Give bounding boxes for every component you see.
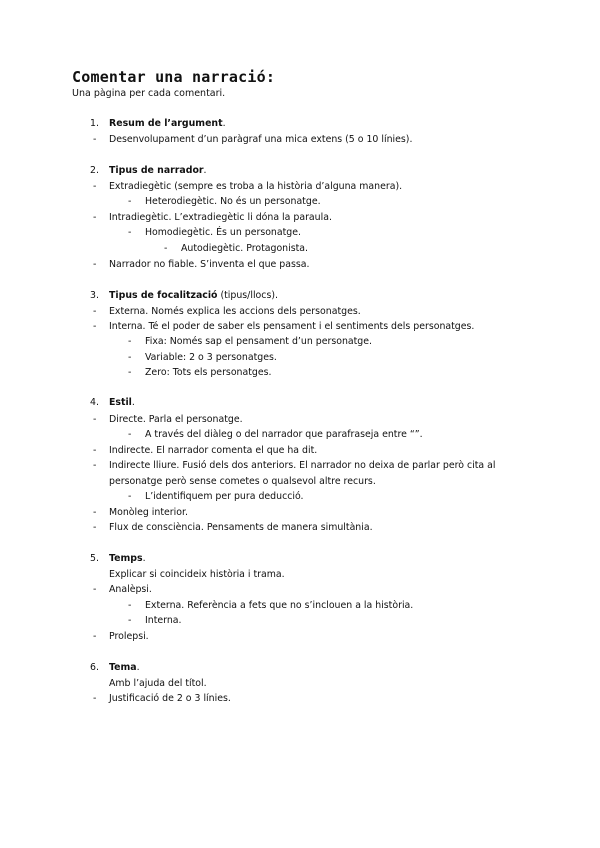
page-subtitle: Una pàgina per cada comentari. — [72, 88, 226, 99]
page-title: Comentar una narració: — [72, 68, 276, 86]
